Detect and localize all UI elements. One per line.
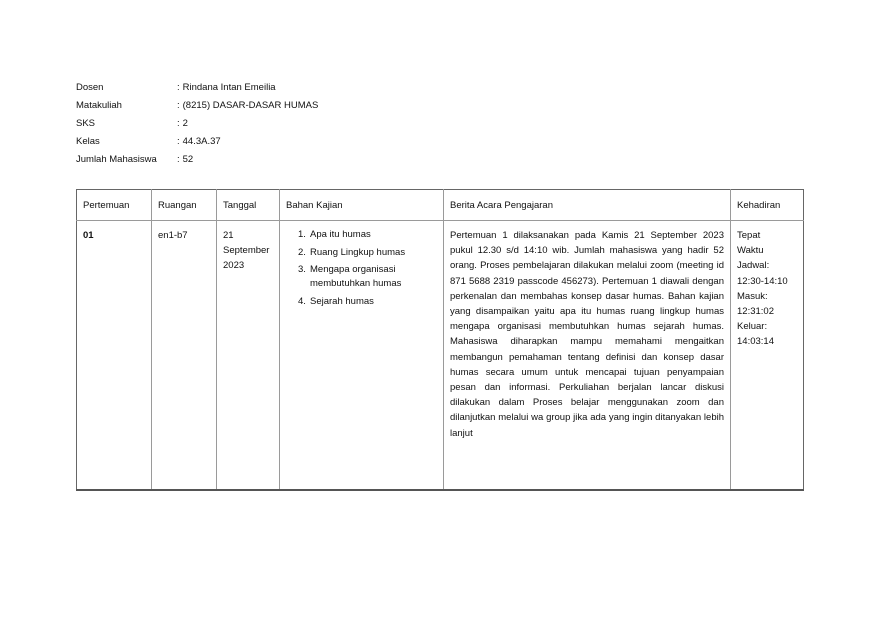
separator: :: [177, 154, 180, 166]
sks-value: 2: [182, 117, 188, 129]
topic-text: Apa itu humas: [310, 229, 371, 240]
header-ruangan: Ruangan: [152, 190, 217, 221]
topic-number: 2.: [298, 246, 306, 258]
kehadiran-line: Waktu: [737, 245, 764, 257]
separator: :: [177, 136, 180, 148]
table-row: [77, 221, 804, 491]
info-label: Dosen: [76, 81, 104, 93]
separator: :: [177, 117, 180, 129]
info-value: [177, 100, 318, 111]
info-value: [177, 118, 188, 129]
header-bahan-kajian: Bahan Kajian: [280, 190, 444, 221]
topic-text: Mengapa organisasi membutuhkan humas: [310, 264, 402, 289]
teaching-report-table: [76, 189, 804, 491]
topic-number: 1.: [298, 229, 306, 240]
list-item: [298, 295, 437, 309]
cell-berita-acara: Pertemuan 1 dilaksanakan pada Kamis 21 September 2023 pukul 12.30 s/d 14:10 wib. Jumlah mahasiswa yang hadir 52 orang. Proses pembelajaran dilakukan melalui zoom (meeting id 871 5688 2319 passcode 456273). Pertemuan 1 diawali dengan perkenalan dan membahas konsep dasar humas. Bahan kajian yang disampaikan yaitu apa itu humas ruang lingkup humas mengapa organisasi membutuhkan humas sejarah humas. Mahasiswa diharapkan mampu memahami mengaitkan membangun pemahaman tentang definisi dan konsep dasar humas secara umum untuk mencapai tujuan penyampaian pesan dan informasi. Perkuliahan berjalan lancar diskusi dilakukan dalam Proses belajar menggunakan zoom dan dilanjutkan melalui wa group jika ada yang ingin ditanyakan lebih lanjut: [444, 221, 731, 491]
list-item: [298, 246, 437, 260]
tanggal-year: 2023: [223, 260, 245, 272]
cell-kehadiran: [731, 221, 804, 491]
jumlah-value: 52: [182, 154, 194, 166]
separator: :: [177, 81, 180, 93]
course-info: [76, 78, 318, 169]
info-value: [177, 154, 193, 165]
info-row-matakuliah: [76, 96, 318, 114]
info-label: SKS: [76, 117, 96, 129]
dosen-name: Rindana Intan Emeilia: [182, 81, 276, 93]
topic-text: Ruang Lingkup humas: [310, 246, 406, 258]
cell-ruangan: en1-b7: [152, 221, 217, 491]
kelas-value: 44.3A.37: [182, 136, 221, 148]
header-kehadiran: Kehadiran: [731, 190, 804, 221]
info-row-jumlah: [76, 151, 318, 169]
topic-number: 4.: [298, 295, 306, 307]
topic-list: [286, 228, 437, 309]
kehadiran-line: Keluar:: [737, 321, 768, 333]
info-label: Kelas: [76, 136, 100, 148]
info-row-kelas: [76, 133, 318, 151]
header-pertemuan: Pertemuan: [77, 190, 152, 221]
kehadiran-line: Tepat: [737, 230, 761, 241]
separator: :: [177, 99, 180, 111]
cell-pertemuan: 01: [77, 221, 152, 491]
info-value: [177, 82, 276, 93]
kehadiran-line: 12:31:02: [737, 306, 774, 318]
kehadiran-line: Jadwal:: [737, 260, 770, 272]
course-name: (8215) DASAR-DASAR HUMAS: [182, 99, 319, 111]
kehadiran-line: 14:03:14: [737, 336, 774, 348]
kehadiran-line: 12:30-14:10: [737, 275, 788, 287]
info-row-dosen: [76, 78, 318, 96]
info-label: Jumlah Mahasiswa: [76, 154, 157, 166]
list-item: [298, 263, 437, 291]
kehadiran-line: Masuk:: [737, 290, 768, 302]
table-header-row: [77, 190, 804, 221]
topic-number: 3.: [298, 264, 306, 275]
info-row-sks: [76, 114, 318, 132]
info-value: [177, 136, 221, 147]
header-tanggal: Tanggal: [217, 190, 280, 221]
header-berita-acara: Berita Acara Pengajaran: [444, 190, 731, 221]
cell-bahan-kajian: [280, 221, 444, 491]
info-label: Matakuliah: [76, 99, 122, 111]
topic-text: Sejarah humas: [310, 295, 374, 307]
tanggal-month: September: [223, 245, 270, 257]
tanggal-day: 21: [223, 230, 234, 241]
cell-tanggal: [217, 221, 280, 491]
list-item: [298, 228, 437, 242]
